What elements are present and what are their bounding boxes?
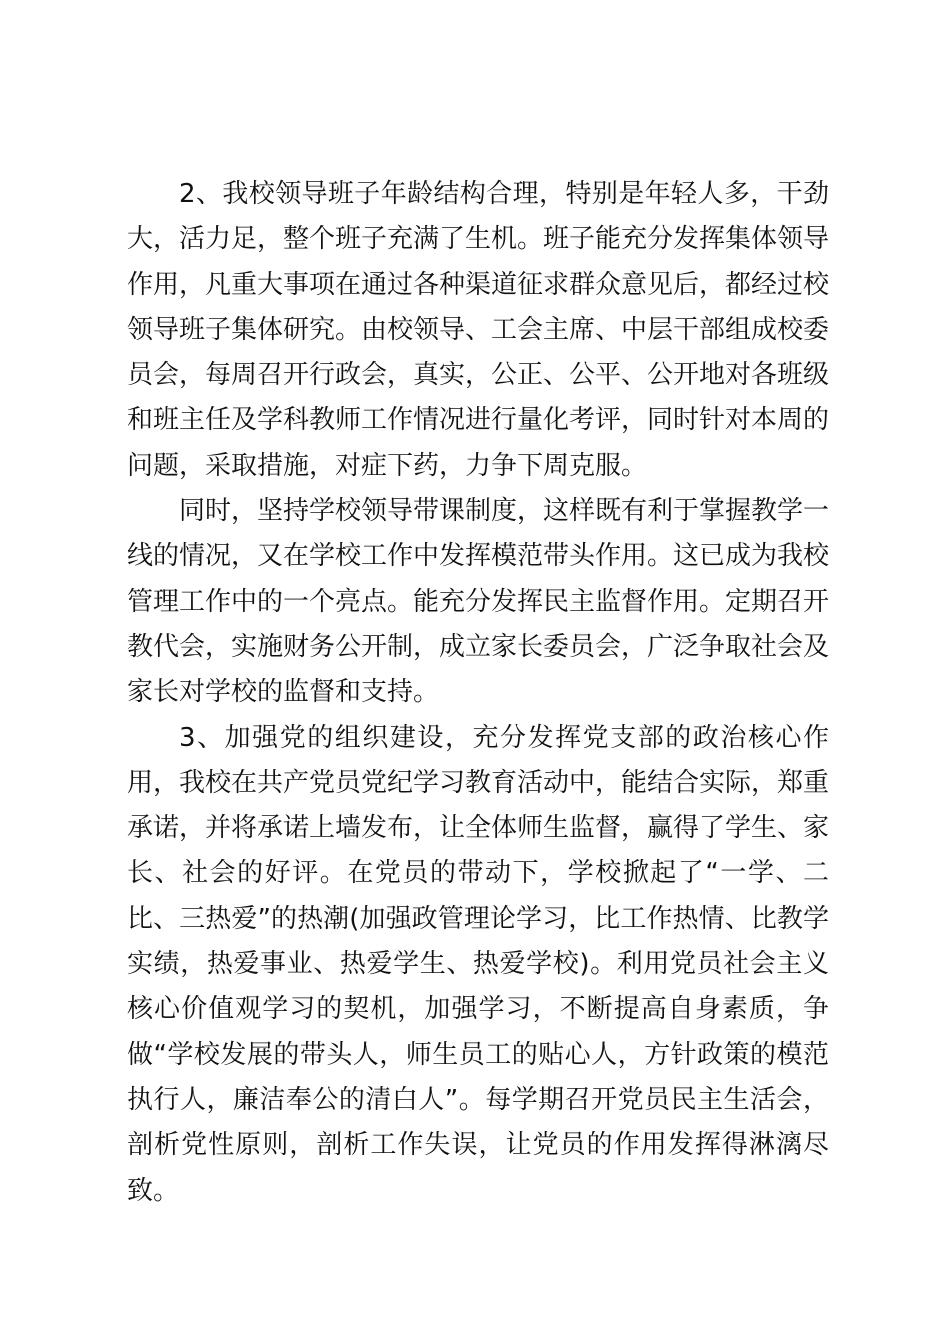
paragraph-party-organization: 3、加强党的组织建设，充分发挥党支部的政治核心作用，我校在共产党员党纪学习教育活动中，能结合实际，郑重承诺，并将承诺上墙发布，让全体师生监督，赢得了学生、家长、社会的好评。在党员的带动下，学校掀起了“一学、二比、三热爱”的热潮(加强政管理论学习，比工作热情、比教学实绩，热爱事业、热爱学生、热爱学校)。利用党员社会主义核心价值观学习的契机，加强学习，不断提高自身素质，争做“学校发展的带头人，师生员工的贴心人，方针政策的模范执行人，廉洁奉公的清白人”。每学期召开党员民主生活会，剖析党性原则，剖析工作失误，让党员的作用发挥得淋漓尽致。 (127, 722, 830, 1206)
document-body (127, 172, 829, 1214)
paragraph-leadership-structure: 2、我校领导班子年龄结构合理，特别是年轻人多，干劲大，活力足，整个班子充满了生机。班子能充分发挥集体领导作用，凡重大事项在通过各种渠道征求群众意见后，都经过校领导班子集体研究。由校领导、工会主席、中层干部组成校委员会，每周召开行政会，真实，公正、公平、公开地对各班级和班主任及学科教师工作情况进行量化考评，同时针对本周的问题，采取措施，对症下药，力争下周克服。 (127, 179, 830, 481)
paragraph-leadership-teaching: 同时，坚持学校领导带课制度，这样既有利于掌握教学一线的情况，又在学校工作中发挥模范带头作用。这已成为我校管理工作中的一个亮点。能充分发挥民主监督作用。定期召开教代会，实施财务公开制，成立家长委员会，广泛争取社会及家长对学校的监督和支持。 (127, 496, 830, 708)
